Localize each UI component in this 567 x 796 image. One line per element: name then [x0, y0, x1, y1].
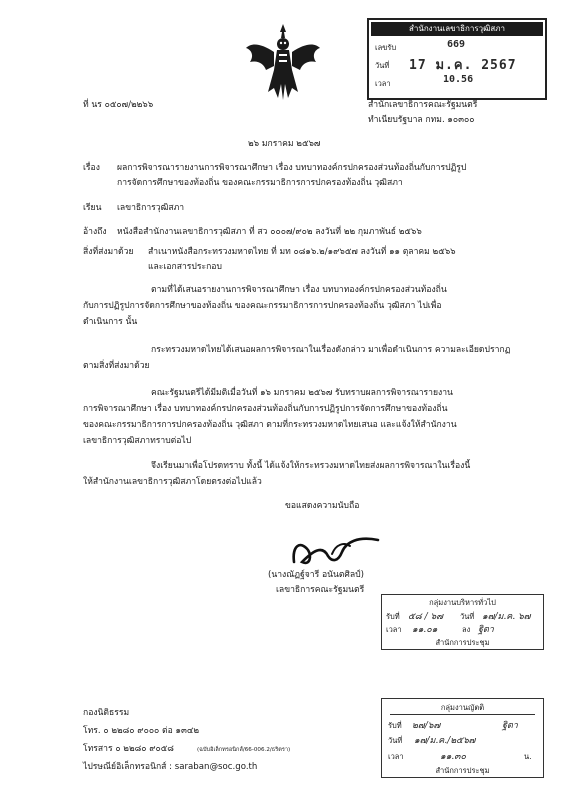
stamp-general-admin-date-label: วันที่	[460, 612, 475, 621]
stamp-motions-time-unit: น.	[524, 752, 532, 761]
subject-line-1: ผลการพิจารณารายงานการพิจารณาศึกษา เรื่อง บทบาทองค์กรปกครองส่วนท้องถิ่นกับการปฏิรูป	[117, 163, 467, 173]
issuer-address: ทำเนียบรัฐบาล กทม. ๑๐๓๐๐	[368, 115, 475, 125]
signature-image	[288, 522, 384, 570]
subject-line-2: การจัดการศึกษาของท้องถิ่น ของคณะกรรมาธิการการปกครองท้องถิ่น วุฒิสภา	[117, 178, 403, 188]
to-label: เรียน	[83, 203, 102, 213]
receipt-stamp-time-value: 10.56	[443, 74, 474, 85]
body-p2-line-2: ตามสิ่งที่ส่งมาด้วย	[83, 361, 150, 371]
receipt-stamp-no-label: เลขรับ	[375, 43, 397, 52]
stamp-general-admin-time-label: เวลา	[386, 625, 402, 634]
body-p4-line-1: จึงเรียนมาเพื่อโปรดทราบ ทั้งนี้ ได้แจ้งให้กระทรวงมหาดไทยส่งผลการพิจารณาในเรื่องนี้	[151, 461, 471, 471]
body-p1-line-3: ดำเนินการ นั้น	[83, 317, 138, 327]
stamp-motions-no-value: ๒๗/๖๗	[412, 721, 441, 731]
issuer-name: สำนักเลขาธิการคณะรัฐมนตรี	[368, 100, 478, 110]
enclosure-line-2: และเอกสารประกอบ	[148, 262, 222, 272]
body-p4-line-2: ให้สำนักงานเลขาธิการวุฒิสภาโดยตรงต่อไปแล้ว	[83, 477, 262, 487]
stamp-general-admin-time-value: ๑๑.๐๑	[412, 625, 438, 635]
footer-fax: โทรสาร ๐ ๒๒๘๐ ๙๐๕๘	[83, 744, 174, 754]
stamp-motions-no-suffix: ฐิตา	[502, 721, 518, 731]
body-p3-line-2: การพิจารณาศึกษา เรื่อง บทบาทองค์กรปกครองส่วนท้องถิ่นกับการปฏิรูปการจัดการศึกษาของท้องถิ่น	[83, 404, 448, 414]
stamp-motions-no-label: รับที่	[388, 721, 402, 730]
footer-division: กองนิติธรรม	[83, 708, 130, 718]
body-p1-line-2: กับการปฏิรูปการจัดการศึกษาของท้องถิ่น ของคณะกรรมาธิการการปกครองท้องถิ่น วุฒิสภา ไปเพื่อ	[83, 301, 442, 311]
stamp-general-admin-by-label: ลง	[462, 625, 471, 634]
reference-value: หนังสือสำนักงานเลขาธิการวุฒิสภา ที่ สว ๐๐๐๗/๙๐๒ ลงวันที่ ๒๒ กุมภาพันธ์ ๒๕๖๖	[117, 227, 422, 237]
stamp-motions	[381, 698, 544, 778]
stamp-general-admin-by-value: ฐิตา	[478, 625, 494, 635]
stamp-motions-footer: สำนักการประชุม	[435, 766, 490, 775]
receipt-stamp-title: สำนักงานเลขาธิการวุฒิสภา	[371, 22, 543, 36]
footer-email[interactable]: ไปรษณีย์อิเล็กทรอนิกส์ : saraban@soc.go.th	[83, 762, 258, 772]
stamp-general-admin-title: กลุ่มงานบริหารทั่วไป	[429, 598, 496, 607]
stamp-general-admin-footer: สำนักการประชุม	[435, 638, 490, 647]
closing-regards: ขอแสดงความนับถือ	[285, 501, 360, 511]
stamp-motions-title: กลุ่มงานญัตติ	[440, 703, 485, 712]
enclosure-label: สิ่งที่ส่งมาด้วย	[83, 247, 134, 257]
body-p2-line-1: กระทรวงมหาดไทยได้เสนอผลการพิจารณาในเรื่องดังกล่าว มาเพื่อดำเนินการ ความละเอียดปรากฏ	[151, 345, 511, 355]
receipt-stamp-date-label: วันที่	[375, 61, 390, 70]
body-p3-line-3: ของคณะกรรมาธิการการปกครองท้องถิ่น วุฒิสภา ตามที่กระทรวงมหาดไทยเสนอ และแจ้งให้สำนักงาน	[83, 420, 457, 430]
stamp-motions-time-value: ๑๑.๓๐	[440, 752, 466, 762]
document-date: ๒๖ มกราคม ๒๕๖๗	[248, 139, 321, 149]
to-value: เลขาธิการวุฒิสภา	[117, 203, 185, 213]
body-p1-line-1: ตามที่ได้เสนอรายงานการพิจารณาศึกษา เรื่อง บทบาทองค์กรปกครองส่วนท้องถิ่น	[151, 285, 447, 295]
footer-phone: โทร. ๐ ๒๒๘๐ ๙๐๐๐ ต่อ ๑๓๔๒	[83, 726, 200, 736]
stamp-motions-date-label: วันที่	[388, 736, 403, 745]
receipt-stamp-senate	[367, 18, 547, 100]
receipt-stamp-no-value: 669	[447, 39, 466, 50]
document-number: ที่ นร ๐๕๐๗/๒๒๖๖	[83, 100, 154, 110]
stamp-general-admin-no-label: รับที่	[386, 612, 400, 621]
stamp-motions-time-label: เวลา	[388, 752, 404, 761]
stamp-general-admin-no-value: ๕๘ / ๖๗	[408, 612, 443, 622]
stamp-general-admin	[381, 594, 544, 650]
enclosure-line-1: สำเนาหนังสือกระทรวงมหาดไทย ที่ มท ๐๘๑๖.๒/๑๙๖๕๗ ลงวันที่ ๑๑ ตุลาคม ๒๕๖๖	[148, 247, 456, 257]
receipt-stamp-time-label: เวลา	[375, 79, 391, 88]
body-p3-line-4: เลขาธิการวุฒิสภาทราบต่อไป	[83, 436, 192, 446]
garuda-emblem-icon	[244, 22, 322, 102]
receipt-stamp-date-value: 17 ม.ค. 2567	[409, 58, 517, 73]
stamp-general-admin-date-value: ๑๗/ม.ค. ๖๗	[482, 612, 531, 622]
subject-label: เรื่อง	[83, 163, 100, 173]
body-p3-line-1: คณะรัฐมนตรีได้มีมติเมื่อวันที่ ๑๖ มกราคม ๒๕๖๗ รับทราบผลการพิจารณารายงาน	[151, 388, 453, 398]
footer-fax-note: (ฉบับอิเล็กทรอนิกส์/66-006.2/ธริตรา)	[197, 747, 291, 753]
reference-label: อ้างถึง	[83, 227, 107, 237]
signer-position: เลขาธิการคณะรัฐมนตรี	[276, 585, 365, 595]
stamp-motions-date-value: ๑๗/ม.ค./๒๕๖๗	[414, 736, 476, 746]
signer-name: (นางณัฏฐ์จารี อนันตศิลป์)	[268, 570, 364, 580]
